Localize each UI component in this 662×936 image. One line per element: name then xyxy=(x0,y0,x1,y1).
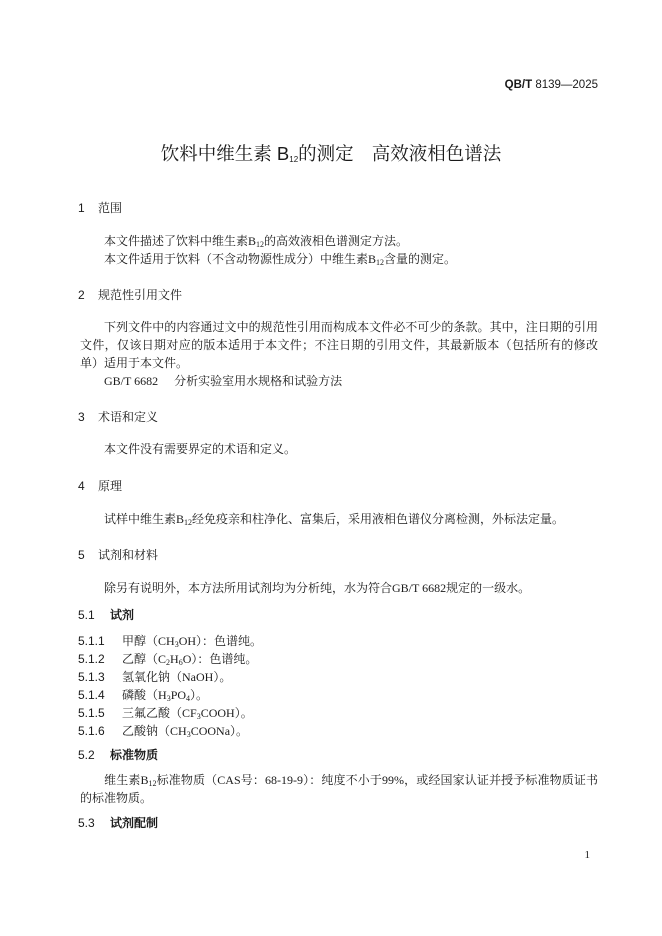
section-title: 规范性引用文件 xyxy=(98,288,183,302)
subsection-number: 5.3 xyxy=(78,816,95,830)
standard-prefix: QB/T xyxy=(504,79,533,91)
section-3-paragraph-1: 本文件没有需要界定的术语和定义。 xyxy=(104,442,297,456)
reference-code: GB/T 6682 xyxy=(104,374,159,388)
section-number: 2 xyxy=(78,288,85,302)
subsection-title: 试剂配制 xyxy=(110,816,159,830)
subsection-title: 标准物质 xyxy=(110,748,159,762)
section-4-paragraph-1: 试样中维生素$B_{12}$经免疫亲和柱净化、富集后，采用液相色谱仪分离检测，外标法定量。 xyxy=(104,512,565,527)
standard-number: 8139—2025 xyxy=(535,79,598,91)
section-2-heading xyxy=(78,286,182,303)
page-number: 1 xyxy=(584,849,590,861)
subsection-number: 5.1 xyxy=(78,608,95,622)
section-number: 5 xyxy=(78,548,85,562)
section-2-paragraph-1: 下列文件中的内容通过文中的规范性引用而构成本文件必不可少的条款。其中，注日期的引用文件，仅该日期对应的版本适用于本文件；不注日期的引用文件，其最新版本（包括所有的修改单）适用于本文件。 xyxy=(80,320,598,370)
section-number: 1 xyxy=(78,201,85,215)
reagent-item: 5.1.1 甲醇$(CH_3OH)$：色谱纯。 xyxy=(78,634,263,649)
title-part3: 高效液相色谱法 xyxy=(371,143,502,164)
section-1-paragraph-2: 本文件适用于饮料（不含动物源性成分）中维生素$B_{12}$含量的测定。 xyxy=(104,252,457,267)
section-1-heading xyxy=(78,199,122,216)
section-title: 试剂和材料 xyxy=(98,548,159,562)
document-title xyxy=(0,140,662,166)
subsection-5-3-heading xyxy=(78,814,158,831)
reagent-item: 5.1.2 乙醇$(C_2H_6O)$：色谱纯。 xyxy=(78,652,258,667)
title-part1: 饮料中维生素 B xyxy=(160,143,290,164)
section-3-heading xyxy=(78,408,158,425)
normative-reference xyxy=(104,372,342,390)
section-title: 术语和定义 xyxy=(98,410,159,424)
section-title: 范围 xyxy=(98,201,123,215)
subsection-title: 试剂 xyxy=(110,608,135,622)
section-title: 原理 xyxy=(98,479,123,493)
title-subscript: 12 xyxy=(289,155,299,164)
section-4-heading xyxy=(78,477,122,494)
reagent-item: 5.1.4 磷酸$(H_3PO_4)$。 xyxy=(78,688,209,703)
section-1-paragraph-1: 本文件描述了饮料中维生素$B_{12}$的高效液相色谱测定方法。 xyxy=(104,234,409,249)
reference-title: 分析实验室用水规格和试验方法 xyxy=(174,374,343,388)
reagent-item: 5.1.5 三氟乙酸$(CF_3COOH)$。 xyxy=(78,706,253,721)
section-number: 4 xyxy=(78,479,85,493)
section-5-paragraph-1: 除另有说明外，本方法所用试剂均为分析纯，水为符合GB/T 6682规定的一级水。 xyxy=(104,581,531,595)
reagent-item: 5.1.3 氢氧化钠（NaOH）。 xyxy=(78,670,232,684)
subsection-5-1-heading xyxy=(78,606,134,623)
section-5-heading xyxy=(78,546,158,563)
section-number: 3 xyxy=(78,410,85,424)
title-part2: 的测定 xyxy=(298,143,354,164)
reagent-item: 5.1.6 乙酸钠$(CH_3COONa)$。 xyxy=(78,724,249,739)
subsection-5-2-paragraph: 维生素$B_{12}$标准物质（CAS号：68-19-9）：纯度不小于99%，或经国家认证并授予标准物质证书的标准物质。 xyxy=(80,773,598,805)
subsection-5-2-heading xyxy=(78,746,158,763)
subsection-number: 5.2 xyxy=(78,748,95,762)
standard-code xyxy=(505,79,598,91)
